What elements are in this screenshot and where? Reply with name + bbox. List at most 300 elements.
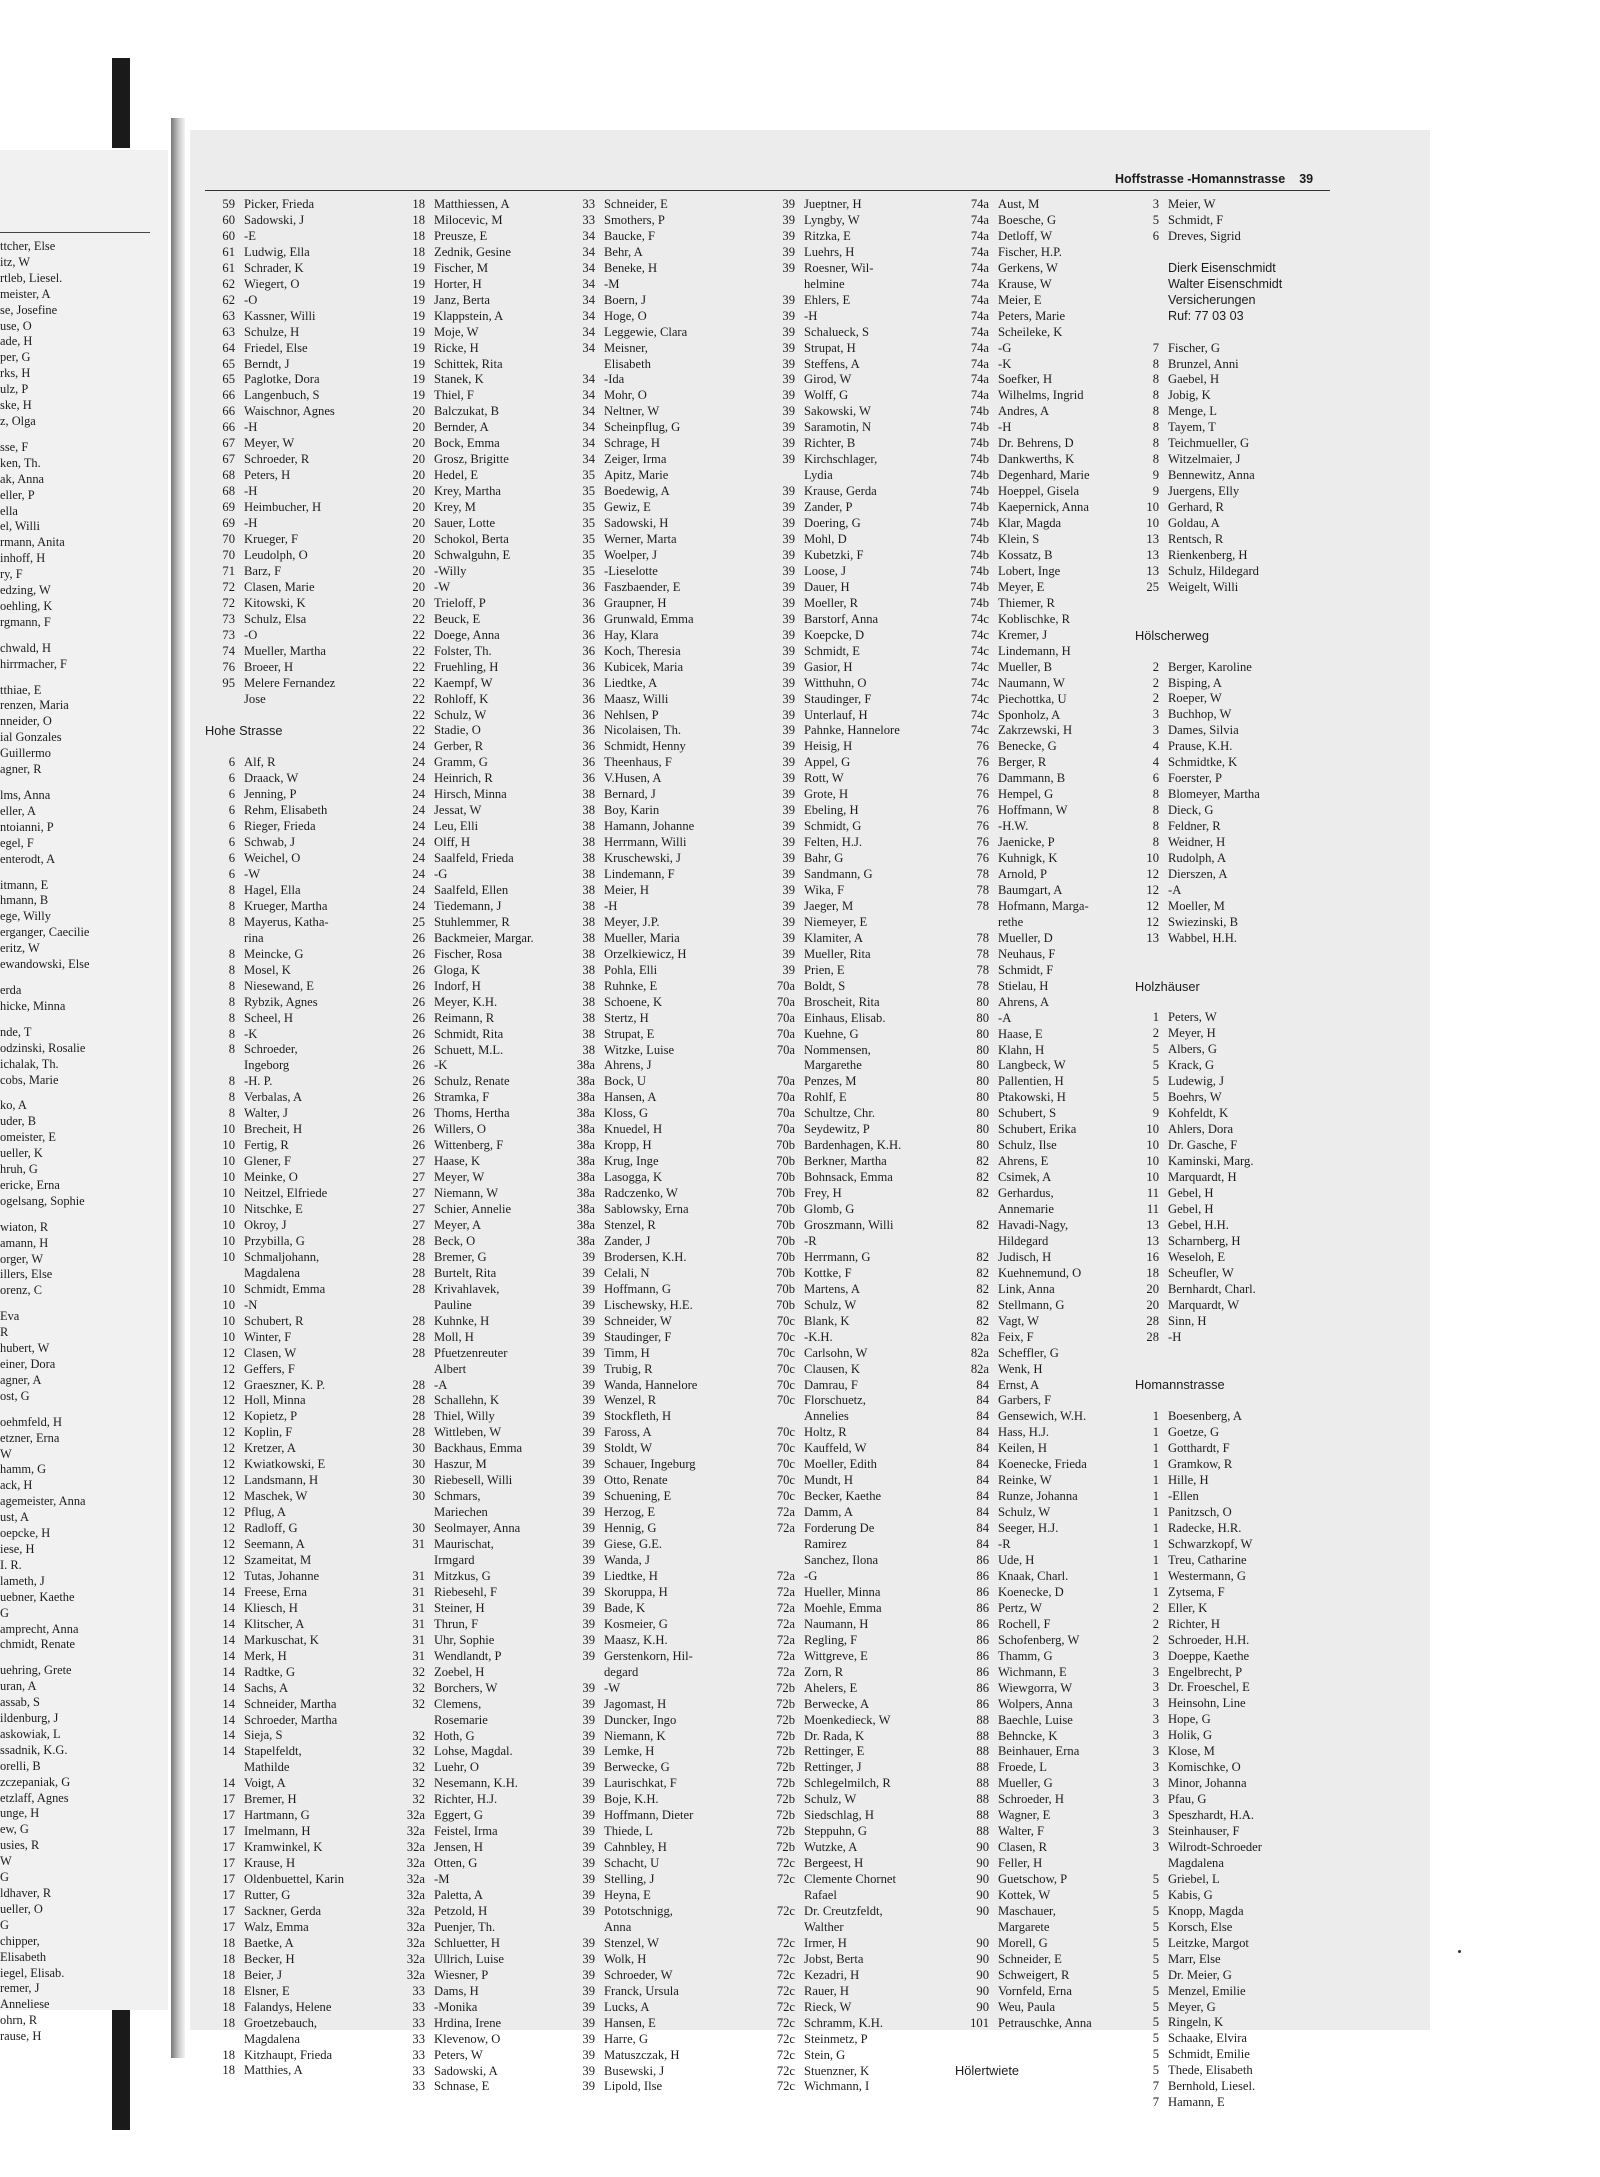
resident-entry (395, 1776, 534, 1792)
resident-entry (763, 229, 901, 245)
resident-name: Borchers, W (434, 1680, 498, 1695)
resident-entry (763, 1649, 901, 1665)
resident-entry (565, 1537, 697, 1553)
resident-entry (955, 1106, 1092, 1122)
house-number: 78 (976, 882, 989, 897)
resident-name: Schokol, Berta (434, 532, 509, 547)
house-number: 68 (222, 468, 235, 483)
resident-name: Fruehling, H (434, 659, 499, 674)
resident-entry (763, 1744, 901, 1760)
resident-name: Giese, G.E. (604, 1537, 663, 1552)
house-number: 82 (976, 1170, 989, 1185)
house-number: 8 (228, 898, 235, 913)
house-number: 1 (1152, 1010, 1159, 1025)
house-number: 26 (412, 962, 425, 977)
resident-name: Schubert, R (244, 1313, 304, 1328)
entry-continuation (955, 915, 1092, 931)
resident-name: Schmidt, Emilie (1168, 2047, 1250, 2062)
resident-name: Blank, K (804, 1313, 850, 1328)
resident-name: Meyer, E (998, 579, 1045, 594)
resident-entry (395, 1154, 534, 1170)
resident-name: Martens, A (804, 1281, 860, 1296)
resident-entry (565, 1744, 697, 1760)
resident-name: Lucks, A (604, 1999, 650, 2014)
resident-name: Schubert, Erika (998, 1122, 1077, 1137)
resident-entry (955, 947, 1092, 963)
house-number: 32a (406, 1808, 425, 1823)
resident-name: Niemann, W (434, 1186, 499, 1201)
resident-name: Sinn, H (1168, 1313, 1207, 1328)
resident-name: Loose, J (804, 563, 846, 578)
resident-entry (763, 388, 901, 404)
house-number: 70c (776, 1377, 795, 1392)
house-number: 39 (582, 2015, 595, 2030)
house-number: 39 (582, 1776, 595, 1791)
house-number: 86 (976, 1568, 989, 1583)
resident-name: Kottke, F (804, 1265, 852, 1280)
house-number: 28 (1146, 1313, 1159, 1328)
resident-name: -W (604, 1680, 621, 1695)
house-number: 31 (412, 1616, 425, 1631)
resident-name: Nehlsen, P (604, 707, 659, 722)
house-number: 84 (976, 1521, 989, 1536)
house-number: 14 (222, 1584, 235, 1599)
house-number: 3 (1152, 1696, 1159, 1711)
house-number: 35 (582, 484, 595, 499)
resident-entry (205, 532, 344, 548)
binding-clip-top (112, 58, 130, 148)
house-number: 72a (776, 1568, 795, 1583)
resident-name: Gramkow, R (1168, 1457, 1233, 1472)
house-number: 18 (222, 1967, 235, 1982)
resident-name: Saalfeld, Frieda (434, 851, 514, 866)
resident-name: Scheufler, W (1168, 1265, 1234, 1280)
house-number: 5 (1152, 1983, 1159, 1998)
resident-name: Thede, Elisabeth (1168, 2063, 1253, 2078)
house-number: 5 (1152, 1967, 1159, 1982)
house-number: 31 (412, 1600, 425, 1615)
resident-name: Woelper, J (604, 547, 658, 562)
resident-entry (1135, 1010, 1282, 1026)
house-number: 39 (582, 1760, 595, 1775)
house-number: 3 (1152, 723, 1159, 738)
house-number: 14 (222, 1712, 235, 1727)
street-heading (1135, 979, 1282, 995)
resident-name: Berkner, Martha (804, 1154, 887, 1169)
resident-name: Feistel, Irma (434, 1824, 498, 1839)
resident-entry (763, 1218, 901, 1234)
resident-entry (395, 787, 534, 803)
resident-name: Zytsema, F (1168, 1584, 1225, 1599)
resident-name: Korsch, Else (1168, 1919, 1233, 1934)
house-number: 86 (976, 1664, 989, 1679)
house-number: 28 (412, 1345, 425, 1360)
resident-name: Klappstein, A (434, 308, 504, 323)
resident-entry (955, 293, 1092, 309)
resident-entry (955, 309, 1092, 325)
resident-entry (955, 1314, 1092, 1330)
resident-name: Seemann, A (244, 1537, 305, 1552)
resident-name: Piechottka, U (998, 691, 1067, 706)
resident-entry (565, 1409, 697, 1425)
resident-entry (565, 723, 697, 739)
resident-entry (395, 644, 534, 660)
house-number: 72c (776, 1999, 795, 2014)
house-number: 70a (776, 978, 795, 993)
resident-entry (565, 931, 697, 947)
facing-page-line: use, O (0, 318, 32, 333)
resident-name: Pflug, A (244, 1505, 286, 1520)
resident-name: Stoldt, W (604, 1441, 653, 1456)
house-number: 20 (412, 436, 425, 451)
resident-entry (565, 755, 697, 771)
house-number: 6 (228, 771, 235, 786)
resident-name: Boedewig, A (604, 484, 670, 499)
house-number: 2 (1152, 1026, 1159, 1041)
resident-entry (955, 899, 1092, 915)
house-number: 72a (776, 1521, 795, 1536)
resident-name: Jenning, P (244, 787, 297, 802)
resident-name: Neitzel, Elfriede (244, 1186, 328, 1201)
house-number: 32 (412, 1664, 425, 1679)
house-number: 72c (776, 2063, 795, 2078)
blank-line (1135, 245, 1282, 261)
resident-name: Steppuhn, G (804, 1824, 867, 1839)
house-number: 70c (776, 1489, 795, 1504)
resident-name: Kloss, G (604, 1106, 649, 1121)
resident-entry (1135, 1553, 1282, 1569)
resident-name: Rochell, F (998, 1616, 1051, 1631)
resident-entry (763, 995, 901, 1011)
resident-name: Matthiessen, A (434, 197, 510, 211)
resident-name: Radtke, G (244, 1664, 296, 1679)
house-number: 88 (976, 1728, 989, 1743)
house-number: 39 (782, 308, 795, 323)
house-number: 70b (776, 1202, 795, 1217)
house-number: 60 (222, 212, 235, 227)
resident-name: -W (434, 579, 451, 594)
resident-name: Luehrs, H (804, 244, 855, 259)
resident-entry (1135, 420, 1282, 436)
facing-page-line: eritz, W (0, 941, 40, 956)
house-number: 34 (582, 324, 595, 339)
resident-entry (1135, 1872, 1282, 1888)
resident-name: Kwiatkowski, E (244, 1457, 326, 1472)
house-number: 78 (976, 867, 989, 882)
resident-name: Schroeder, (244, 1042, 298, 1057)
resident-entry (1135, 803, 1282, 819)
resident-entry (763, 1378, 901, 1394)
resident-entry (395, 1681, 534, 1697)
resident-name: Duncker, Ingo (604, 1712, 677, 1727)
resident-entry (205, 755, 344, 771)
resident-entry (1135, 1298, 1282, 1314)
resident-entry (565, 1824, 697, 1840)
resident-entry (955, 1250, 1092, 1266)
resident-name: Kirchschlager, (804, 452, 878, 467)
house-number: 84 (976, 1393, 989, 1408)
resident-name: Kramwinkel, K (244, 1840, 323, 1855)
resident-name: Ebeling, H (804, 803, 859, 818)
house-number: 39 (782, 946, 795, 961)
resident-entry (955, 1840, 1092, 1856)
resident-name: Feldner, R (1168, 819, 1221, 834)
resident-entry (565, 1569, 697, 1585)
resident-name: Arnold, P (998, 867, 1047, 882)
resident-name: Hirsch, Minna (434, 787, 507, 802)
resident-entry (565, 1043, 697, 1059)
resident-name: Florschuetz, (804, 1393, 866, 1408)
house-number: 64 (222, 340, 235, 355)
resident-name: Schmaljohann, (244, 1249, 320, 1264)
house-number: 76 (976, 851, 989, 866)
facing-page-line: ew, G (0, 1822, 29, 1837)
resident-entry (1135, 1505, 1282, 1521)
house-number: 6 (228, 787, 235, 802)
resident-entry (763, 1043, 901, 1059)
house-number: 72b (776, 1808, 795, 1823)
house-number: 72a (776, 1632, 795, 1647)
facing-page-line: enterodt, A (0, 851, 56, 866)
resident-name: Sablowsky, Erna (604, 1202, 689, 1217)
resident-entry (1135, 197, 1282, 213)
house-number: 3 (1152, 1760, 1159, 1775)
resident-entry (565, 1457, 697, 1473)
resident-name: Freese, Erna (244, 1584, 307, 1599)
resident-name: Hoge, O (604, 308, 647, 323)
resident-name: Koch, Theresia (604, 643, 681, 658)
resident-entry (1135, 660, 1282, 676)
resident-name: Kuehne, G (804, 1026, 859, 1041)
house-number: 33 (412, 1983, 425, 1998)
resident-name: Gerstenkorn, Hil- (604, 1648, 693, 1663)
house-number: 82 (976, 1154, 989, 1169)
house-number: 88 (976, 1776, 989, 1791)
house-number: 27 (412, 1202, 425, 1217)
resident-name: Rieger, Frieda (244, 819, 316, 834)
house-number: 14 (222, 1776, 235, 1791)
resident-entry (955, 1122, 1092, 1138)
resident-name: Moenkedieck, W (804, 1712, 891, 1727)
house-number: 39 (582, 1967, 595, 1982)
resident-name: Rettinger, J (804, 1760, 862, 1775)
resident-name: Magdalena (244, 2031, 300, 2046)
resident-name: Clemens, (434, 1696, 482, 1711)
resident-name: Rudolph, A (1168, 851, 1227, 865)
resident-name: Irmgard (434, 1553, 475, 1568)
resident-entry (565, 1984, 697, 2000)
street-name: Holzhäuser (1135, 978, 1200, 994)
resident-name: Schulz, Ilse (998, 1138, 1057, 1153)
resident-name: Boesenberg, A (1168, 1409, 1242, 1424)
resident-name: Dr. Gasche, F (1168, 1138, 1238, 1153)
resident-name: Tutas, Johanne (244, 1568, 320, 1583)
resident-name: Waischnor, Agnes (244, 404, 335, 419)
resident-name: -O (244, 627, 258, 642)
house-number: 74b (970, 500, 989, 515)
resident-entry (565, 739, 697, 755)
resident-name: Nesemann, K.H. (434, 1776, 518, 1791)
house-number: 39 (582, 1983, 595, 1998)
resident-entry (205, 372, 344, 388)
resident-entry (565, 947, 697, 963)
resident-name: Komischke, O (1168, 1760, 1241, 1775)
resident-entry (205, 261, 344, 277)
resident-name: Barz, F (244, 563, 282, 578)
resident-entry (763, 357, 901, 373)
resident-name: Fischer, Rosa (434, 946, 503, 961)
blank-line (1135, 325, 1282, 341)
resident-entry (205, 803, 344, 819)
house-number: 70 (222, 532, 235, 547)
house-number: 74c (970, 675, 989, 690)
house-number: 38a (576, 1090, 595, 1105)
resident-entry (205, 1744, 344, 1760)
resident-name: Schneider, Martha (244, 1696, 337, 1711)
resident-entry (565, 452, 697, 468)
house-number: 72a (776, 1616, 795, 1631)
house-number: 39 (782, 898, 795, 913)
resident-name: Schwalguhn, E (434, 547, 511, 562)
resident-entry (955, 1298, 1092, 1314)
house-number: 74c (970, 627, 989, 642)
resident-name: Berwecke, A (804, 1696, 870, 1711)
resident-entry (565, 692, 697, 708)
resident-name: Orzelkiewicz, H (604, 946, 687, 961)
resident-name: Heimbucher, H (244, 500, 322, 515)
resident-name: Hansen, E (604, 2015, 656, 2030)
resident-entry (955, 1027, 1092, 1043)
resident-entry (1135, 564, 1282, 580)
house-number: 39 (582, 1632, 595, 1647)
resident-name: Elisabeth (604, 356, 651, 371)
resident-entry (1135, 2063, 1282, 2079)
house-number: 39 (782, 914, 795, 929)
resident-entry (1135, 2000, 1282, 2016)
house-number: 26 (412, 1138, 425, 1153)
resident-name: Falandys, Helene (244, 1999, 332, 2014)
resident-entry (205, 1186, 344, 1202)
resident-name: Menge, L (1168, 404, 1217, 419)
resident-entry (205, 979, 344, 995)
house-number: 39 (582, 1521, 595, 1536)
resident-name: Ramirez (804, 1537, 847, 1552)
house-number: 34 (582, 340, 595, 355)
resident-name: Krug, Inge (604, 1154, 659, 1169)
resident-entry (955, 1521, 1092, 1537)
resident-entry (763, 1441, 901, 1457)
resident-name: Strupat, H (804, 340, 856, 355)
resident-name: Petzold, H (434, 1903, 488, 1918)
house-number: 32 (412, 1696, 425, 1711)
house-number: 39 (582, 1840, 595, 1855)
resident-entry (955, 1266, 1092, 1282)
facing-page-line: ust, A (0, 1510, 29, 1525)
resident-name: Magdalena (1168, 1855, 1224, 1870)
resident-entry (763, 1425, 901, 1441)
resident-entry (565, 1729, 697, 1745)
resident-name: Stielau, H (998, 978, 1049, 993)
house-number: 19 (412, 372, 425, 387)
facing-page-line: ogelsang, Sophie (0, 1193, 85, 1208)
house-number: 36 (582, 723, 595, 738)
house-number: 39 (582, 1792, 595, 1807)
resident-entry (763, 1617, 901, 1633)
resident-name: Glomb, G (804, 1202, 855, 1217)
house-number: 10 (222, 1313, 235, 1328)
house-number: 36 (582, 739, 595, 754)
house-number: 3 (1152, 1664, 1159, 1679)
resident-name: Rauer, H (804, 1983, 849, 1998)
house-number: 36 (582, 611, 595, 626)
house-number: 35 (582, 468, 595, 483)
resident-name: Schallehn, K (434, 1393, 500, 1408)
house-number: 1 (1152, 1489, 1159, 1504)
resident-name: Clasen, W (244, 1345, 297, 1360)
resident-entry (565, 2032, 697, 2048)
resident-entry (205, 548, 344, 564)
resident-name: Stein, G (804, 2047, 846, 2062)
resident-entry (565, 1441, 697, 1457)
resident-entry (955, 1170, 1092, 1186)
house-number: 18 (222, 1999, 235, 2014)
facing-page-line: eller, A (0, 803, 36, 818)
resident-name: Graupner, H (604, 595, 667, 610)
resident-name: Stapelfeldt, (244, 1744, 302, 1759)
resident-name: Irmer, H (804, 1935, 847, 1950)
resident-name: Lischewsky, H.E. (604, 1297, 693, 1312)
house-number: 38a (576, 1186, 595, 1201)
resident-name: Gewiz, E (604, 500, 651, 515)
resident-name: Radczenko, W (604, 1186, 678, 1201)
facing-page-line: el, Willi (0, 519, 40, 534)
resident-entry (955, 1872, 1092, 1888)
resident-entry (395, 612, 534, 628)
house-number: 20 (1146, 1297, 1159, 1312)
resident-name: Janz, Berta (434, 292, 490, 307)
house-number: 17 (222, 1888, 235, 1902)
house-number: 28 (412, 1409, 425, 1424)
house-number: 1 (1152, 1568, 1159, 1583)
resident-entry (955, 835, 1092, 851)
resident-name: Naumann, H (804, 1616, 869, 1631)
resident-entry (1135, 2031, 1282, 2047)
resident-name: Gensewich, W.H. (998, 1409, 1087, 1424)
resident-name: Jessat, W (434, 803, 482, 818)
resident-entry (395, 341, 534, 357)
resident-entry (955, 1378, 1092, 1394)
resident-name: Klar, Magda (998, 516, 1062, 531)
house-number: 6 (228, 851, 235, 866)
resident-entry (395, 1027, 534, 1043)
resident-entry (763, 213, 901, 229)
resident-entry (763, 963, 901, 979)
resident-entry (395, 1808, 534, 1824)
house-number: 38 (582, 946, 595, 961)
resident-entry (565, 1617, 697, 1633)
house-number: 36 (582, 595, 595, 610)
house-number: 80 (976, 1106, 989, 1121)
resident-entry (395, 1920, 534, 1936)
house-number: 90 (976, 1872, 989, 1887)
resident-name: Koenecke, D (998, 1584, 1064, 1599)
resident-name: Maschek, W (244, 1489, 308, 1504)
resident-entry (763, 436, 901, 452)
resident-entry (395, 1792, 534, 1808)
house-number: 26 (412, 1122, 425, 1137)
resident-entry (955, 213, 1092, 229)
resident-entry (565, 1058, 697, 1074)
